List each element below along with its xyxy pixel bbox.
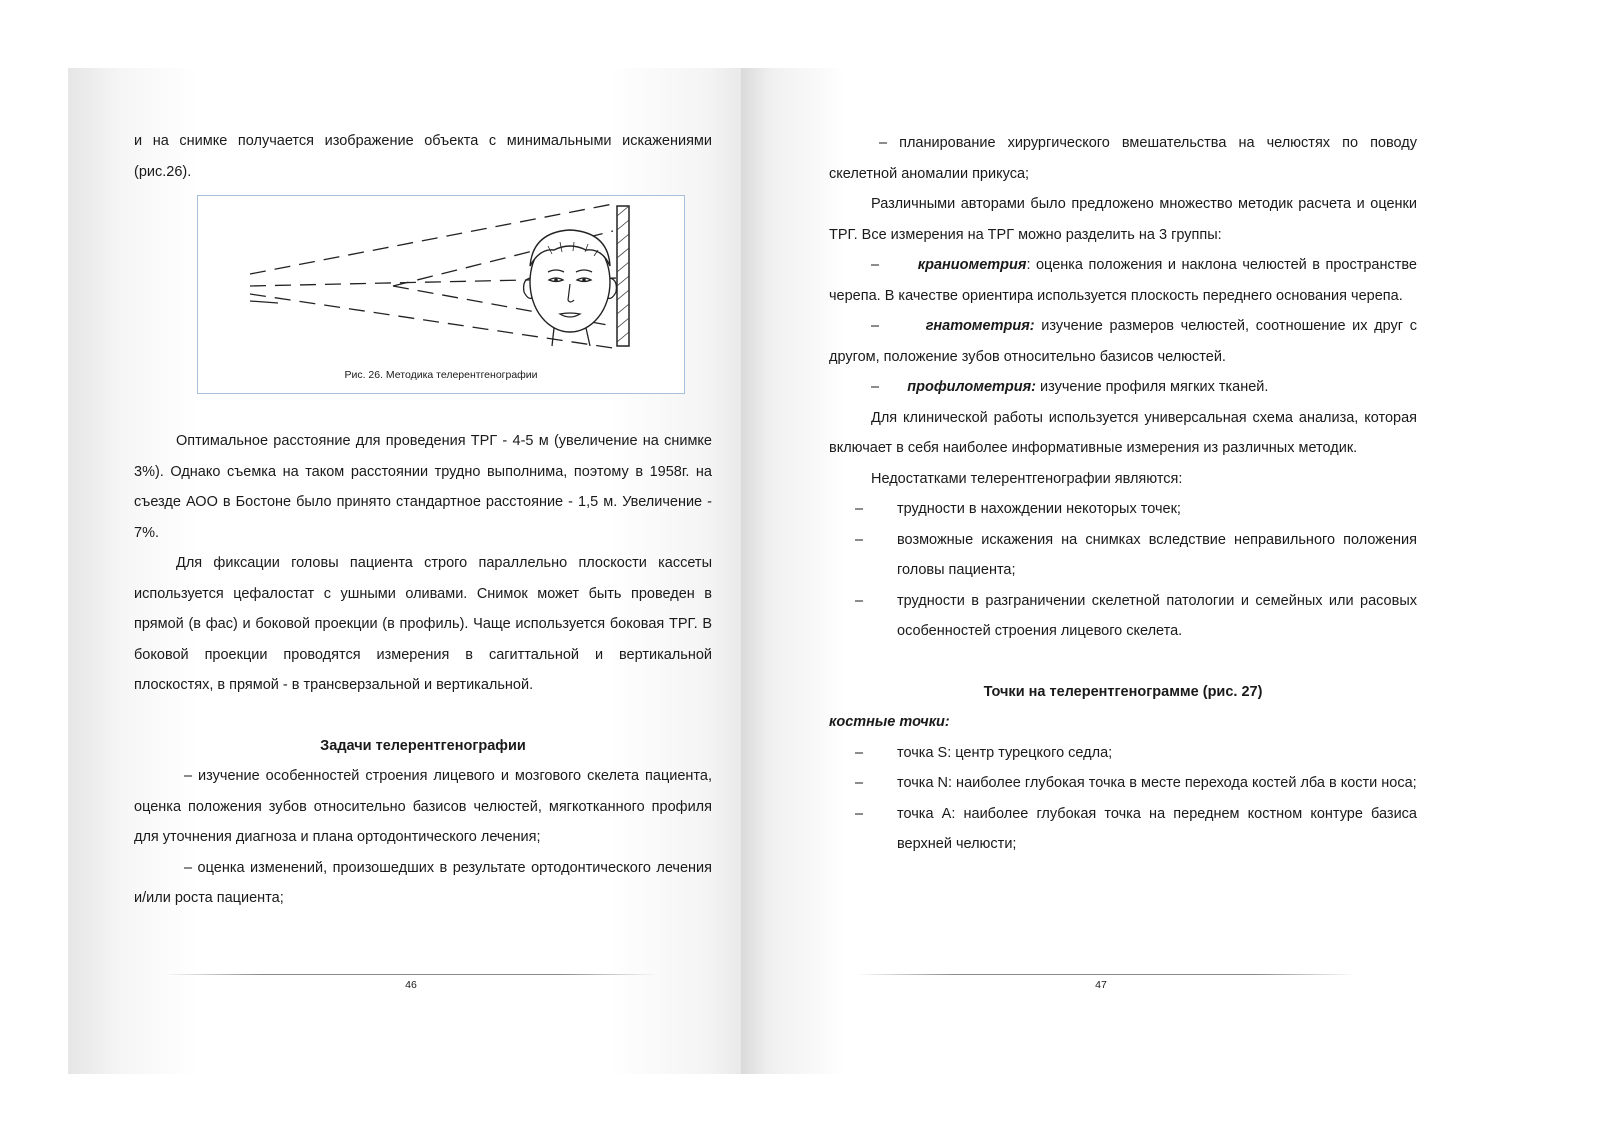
section-heading-tasks: Задачи телерентгенографии [320, 737, 526, 754]
left-page [68, 68, 741, 1074]
group-dash: – [871, 379, 880, 395]
group-term: гнатометрия: [925, 318, 1035, 334]
right-paragraph-methods: Различными авторами было предложено множество методик расчета и оценки ТРГ. Все измерения на ТРГ можно разделить на 3 группы: [829, 196, 1417, 243]
list-item-text: точка N: наиболее глубокая точка в месте перехода костей лба в кости носа; [897, 775, 1417, 791]
left-paragraph-fixation: Для фиксации головы пациента строго параллельно плоскости кассеты используется цефалостат с ушными оливами. Снимок может быть проведен в прямой (в фас) и боковой проекции (в профиль). Чаще используется боковая ТРГ. В боковой проекции проводятся измерения в сагиттальной и вертикальной плоскостях, в прямой - в трансверзальной и вертикальной. [134, 555, 712, 693]
group-dash: – [871, 257, 880, 273]
list-item [855, 525, 1417, 586]
task-item: – изучение особенностей строения лицевого и мозгового скелета пациента, оценка положения зубов относительно базисов челюстей, мягкотканного профиля для уточнения диагноза и плана ортодонтического лечения; [134, 768, 712, 845]
list-dash: – [855, 531, 864, 548]
list-item [855, 768, 1417, 799]
list-item [855, 738, 1417, 769]
group-term: краниометрия [917, 257, 1027, 273]
right-body [829, 128, 1417, 860]
list-item-text: возможные искажения на снимках вследствие неправильного положения головы пациента; [897, 531, 1417, 578]
group-text: изучение размеров челюстей, соотношение их друг с другом, положение зубов относительно базисов челюстей. [829, 318, 1417, 365]
measurement-group-gnathometry [829, 311, 1417, 372]
list-item [855, 799, 1417, 860]
cephalometry-method-illustration [198, 196, 683, 366]
list-item-text: точка S: центр турецкого седла; [897, 744, 1113, 761]
list-dash: – [855, 501, 864, 517]
footer-rule [856, 974, 1356, 975]
subheading-bone-points: костные точки: [829, 714, 950, 730]
left-paragraph-distance: Оптимальное расстояние для проведения ТРГ - 4-5 м (увеличение на снимке 3%). Однако съемка на таком расстоянии трудно выполнима, поэтому в 1958г. на съезде АОО в Бостоне было принято стандартное расстояние - 1,5 м. Увеличение - 7%. [134, 433, 712, 541]
right-paragraph-universal-scheme: Для клинической работы используется универсальная схема анализа, которая включает в себя наиболее информативные измерения из различных методик. [829, 409, 1417, 456]
list-item [855, 586, 1417, 647]
group-text: изучение профиля мягких тканей. [1036, 379, 1269, 395]
list-dash: – [855, 744, 864, 761]
list-item [855, 494, 1417, 525]
left-body [134, 426, 712, 914]
list-item-text: точка А: наиболее глубокая точка на переднем костном контуре базиса верхней челюсти; [897, 805, 1417, 852]
list-item-text: трудности в разграничении скелетной патологии и семейных или расовых особенностей строения лицевого скелета. [897, 592, 1417, 639]
section-heading-points: Точки на телерентгенограмме (рис. 27) [983, 683, 1263, 700]
drawbacks-intro: Недостатками телерентгенографии являются: [871, 470, 1183, 487]
list-item-text: трудности в нахождении некоторых точек; [897, 501, 1181, 517]
measurement-group-profilometry [829, 372, 1417, 403]
figure-26 [197, 195, 685, 394]
page-number: 47 [1095, 979, 1107, 991]
group-dash: – [871, 318, 880, 334]
left-intro-text: и на снимке получается изображение объекта с минимальными искажениями (рис.26). [134, 133, 712, 180]
right-page [741, 68, 1429, 1074]
page-number: 46 [405, 979, 417, 991]
task-item: – оценка изменений, произошедших в результате ортодонтического лечения и/или роста пациента; [134, 859, 712, 906]
task-item: – планирование хирургического вмешательства на челюстях по поводу скелетной аномалии прикуса; [829, 135, 1417, 182]
figure-caption: Рис. 26. Методика телерентгенографии [344, 369, 538, 381]
list-dash: – [855, 805, 864, 822]
points-list [829, 738, 1417, 860]
drawbacks-list [829, 494, 1417, 647]
left-intro-block [134, 126, 712, 187]
list-dash: – [855, 775, 864, 791]
footer-rule [163, 974, 658, 975]
measurement-group-craniometry [829, 250, 1417, 311]
group-term: профилометрия: [907, 379, 1036, 395]
group-text: : оценка положения и наклона челюстей в пространстве черепа. В качестве ориентира используется плоскость переднего основания черепа. [829, 257, 1417, 304]
list-dash: – [855, 592, 864, 609]
book-spread [68, 68, 1429, 1074]
